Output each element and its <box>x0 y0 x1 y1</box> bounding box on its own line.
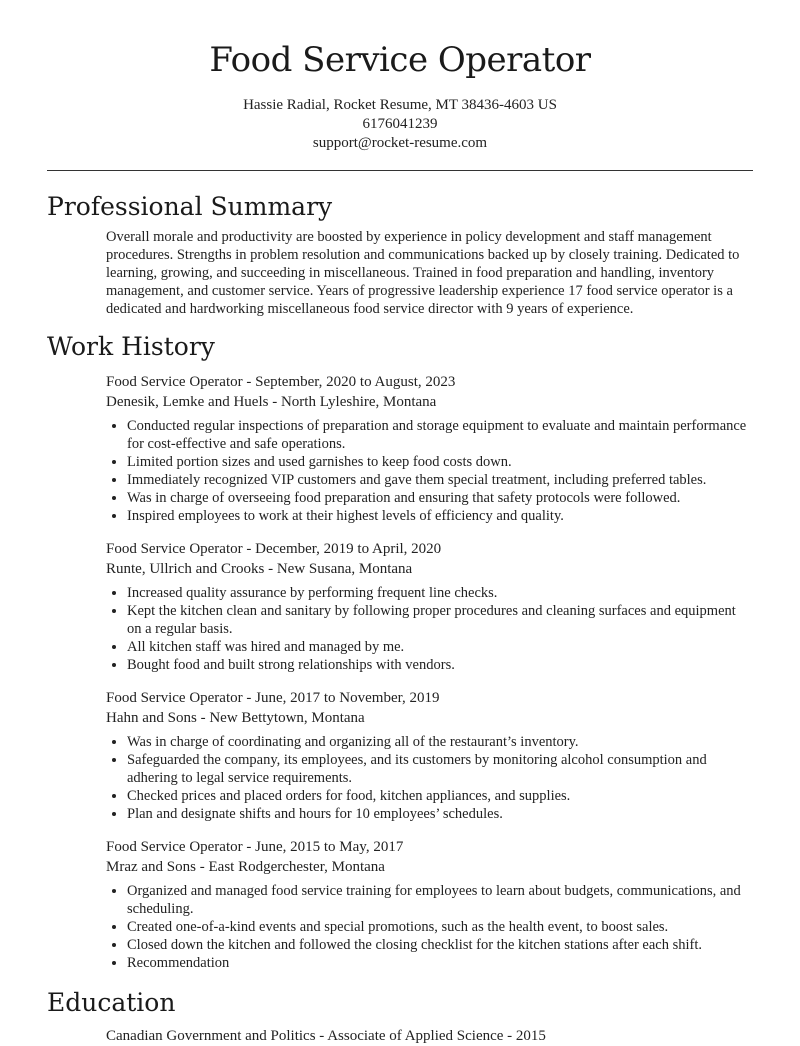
separator: - <box>242 374 256 390</box>
separator: - <box>242 839 256 855</box>
professional-summary-section <box>0 190 800 318</box>
company-name: Hahn and Sons <box>106 710 197 726</box>
job-location: New Bettytown, Montana <box>209 710 365 726</box>
job-company-line <box>106 857 750 877</box>
list-item: • Conducted regular inspections of preparation and storage equipment to evaluate and maintain performance for cost-effective and safe operations. <box>127 417 750 453</box>
job-entry <box>106 539 750 674</box>
job-dates: December, 2019 to April, 2020 <box>255 541 442 557</box>
job-entry <box>106 372 750 525</box>
list-item: • Immediately recognized VIP customers and gave them special treatment, including preferred tables. <box>127 471 750 489</box>
job-role: Food Service Operator <box>106 374 243 390</box>
list-item: • Safeguarded the company, its employees, and its customers by monitoring alcohol consumption and adhering to legal service requirements. <box>127 751 750 787</box>
education-year: 2015 <box>515 1028 546 1044</box>
education-list <box>0 1026 800 1046</box>
job-bullet-list <box>106 584 750 674</box>
education-entry <box>106 1026 750 1046</box>
separator: - <box>242 690 256 706</box>
company-name: Mraz and Sons <box>106 859 196 875</box>
list-item: • Was in charge of overseeing food preparation and ensuring that safety protocols were followed. <box>127 489 750 507</box>
job-bullet-list <box>106 733 750 823</box>
list-item: • Plan and designate shifts and hours for 10 employees’ schedules. <box>127 805 750 823</box>
section-title-work-history: Work History <box>47 332 215 361</box>
summary-text: Overall morale and productivity are boosted by experience in policy development and staff management procedures. Strengths in problem resolution and communications backed up by closely training. Dedicated to learning, growing, and succeeding in miscellaneous. Trained in food preparation and handling, inventory management, and customer service. Years of progressive leadership experience 17 food service operator is a dedicated and hardworking miscellaneous food service director with 9 years of experience. <box>106 229 740 317</box>
job-bullet-list <box>106 417 750 525</box>
job-bullet-list <box>106 882 750 972</box>
job-list <box>0 372 800 972</box>
list-item: • Closed down the kitchen and followed the closing checklist for the kitchen stations after each shift. <box>127 936 750 954</box>
list-item: • Inspired employees to work at their highest levels of efficiency and quality. <box>127 507 750 525</box>
job-role: Food Service Operator <box>106 541 243 557</box>
job-dates: September, 2020 to August, 2023 <box>255 374 456 390</box>
address: Hassie Radial, Rocket Resume, MT 38436-4603 US <box>243 97 557 113</box>
list-item: • Checked prices and placed orders for food, kitchen appliances, and supplies. <box>127 787 750 805</box>
list-item: • Bought food and built strong relationships with vendors. <box>127 656 750 674</box>
header-divider <box>47 170 753 171</box>
separator: - <box>264 561 277 577</box>
job-company-line <box>106 559 750 579</box>
job-title-line <box>106 372 750 392</box>
separator: - <box>268 394 281 410</box>
job-title-line <box>106 688 750 708</box>
phone-number: 6176041239 <box>362 116 438 132</box>
separator: - <box>242 541 256 557</box>
list-item: • All kitchen staff was hired and managed by me. <box>127 638 750 656</box>
work-history-section <box>0 330 800 972</box>
separator: - <box>503 1028 516 1044</box>
education-field: Canadian Government and Politics <box>106 1028 316 1044</box>
job-location: New Susana, Montana <box>276 561 413 577</box>
job-company-line <box>106 708 750 728</box>
list-item: • Organized and managed food service training for employees to learn about budgets, communications, and scheduling. <box>127 882 750 918</box>
job-title-line <box>106 837 750 857</box>
candidate-name: Food Service Operator <box>209 40 591 80</box>
job-entry <box>106 688 750 823</box>
job-role: Food Service Operator <box>106 839 243 855</box>
separator: - <box>196 710 210 726</box>
list-item: • Recommendation <box>127 954 750 972</box>
company-name: Denesik, Lemke and Huels <box>106 394 269 410</box>
job-title-line <box>106 539 750 559</box>
list-item: • Created one-of-a-kind events and special promotions, such as the health event, to boost sales. <box>127 918 750 936</box>
resume-header <box>0 0 800 153</box>
job-location: East Rodgerchester, Montana <box>208 859 385 875</box>
education-degree: Associate of Applied Science <box>327 1028 504 1044</box>
email-address: support@rocket-resume.com <box>312 135 488 151</box>
separator: - <box>315 1028 328 1044</box>
job-dates: June, 2017 to November, 2019 <box>255 690 440 706</box>
section-title-summary: Professional Summary <box>47 192 333 221</box>
job-dates: June, 2015 to May, 2017 <box>255 839 404 855</box>
list-item: • Was in charge of coordinating and organizing all of the restaurant’s inventory. <box>127 733 750 751</box>
list-item: • Increased quality assurance by performing frequent line checks. <box>127 584 750 602</box>
list-item: • Limited portion sizes and used garnishes to keep food costs down. <box>127 453 750 471</box>
job-role: Food Service Operator <box>106 690 243 706</box>
job-company-line <box>106 392 750 412</box>
job-location: North Lyleshire, Montana <box>280 394 437 410</box>
list-item: • Kept the kitchen clean and sanitary by following proper procedures and cleaning surfaces and equipment on a regular basis. <box>127 602 750 638</box>
section-title-education: Education <box>47 988 176 1017</box>
job-entry <box>106 837 750 972</box>
separator: - <box>196 859 209 875</box>
company-name: Runte, Ullrich and Crooks <box>106 561 265 577</box>
education-section <box>0 986 800 1046</box>
